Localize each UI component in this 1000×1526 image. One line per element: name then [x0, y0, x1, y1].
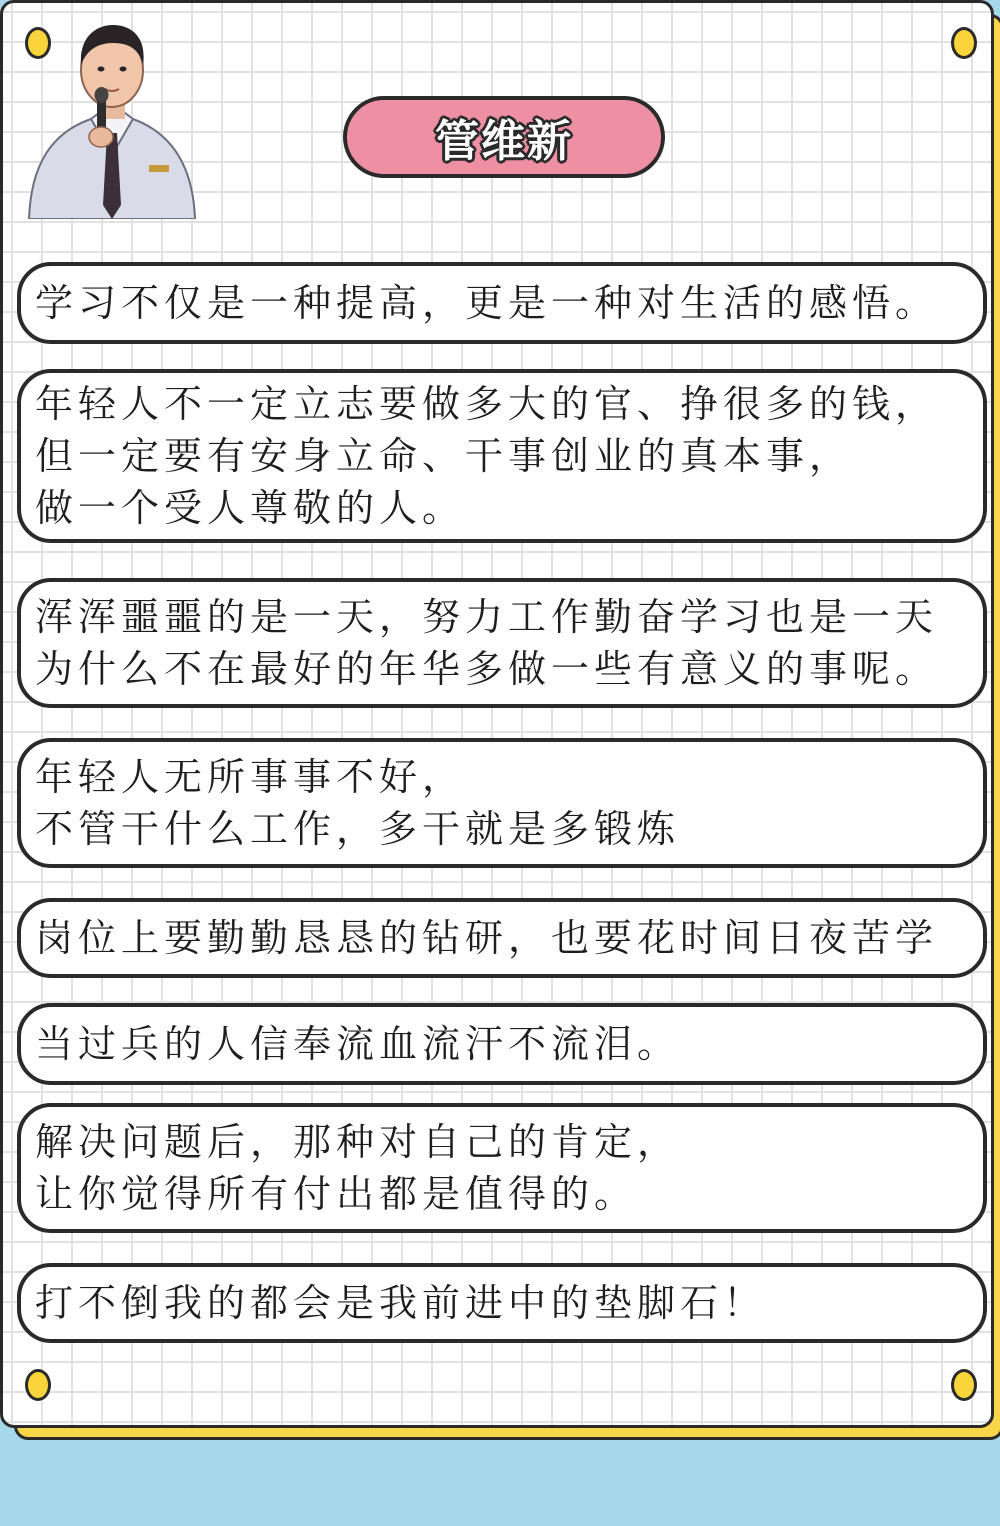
quote-line: 年轻人无所事事不好， [35, 755, 466, 799]
quote-line: 做一个受人尊敬的人。 [35, 486, 466, 530]
quote-bubble-8 [17, 1263, 987, 1343]
speaker-name: 管维新 [435, 116, 573, 167]
quote-bubble-1 [17, 262, 987, 344]
quote-line: 浑浑噩噩的是一天，努力工作勤奋学习也是一天 [35, 595, 939, 639]
quote-bubble-2 [17, 369, 987, 543]
corner-dot-bottom-right [951, 1369, 977, 1401]
quote-bubble-4 [17, 738, 987, 868]
name-tag [343, 96, 665, 178]
quote-line: 学习不仅是一种提高，更是一种对生活的感悟。 [35, 281, 939, 325]
corner-dot-top-right [951, 27, 977, 59]
quote-line: 解决问题后，那种对自己的肯定， [35, 1120, 681, 1164]
quote-line: 让你觉得所有付出都是值得的。 [35, 1172, 638, 1216]
quote-line: 年轻人不一定立志要做多大的官、挣很多的钱， [35, 382, 939, 426]
quote-bubble-7 [17, 1103, 987, 1233]
quote-line: 但一定要有安身立命、干事创业的真本事， [35, 434, 853, 478]
quote-bubble-5 [17, 898, 987, 978]
quote-line: 为什么不在最好的年华多做一些有意义的事呢。 [35, 647, 939, 691]
quote-line: 打不倒我的都会是我前进中的垫脚石！ [35, 1281, 767, 1325]
quote-line: 不管干什么工作，多干就是多锻炼 [35, 807, 681, 851]
quote-line: 当过兵的人信奉流血流汗不流泪。 [35, 1022, 681, 1066]
corner-dot-bottom-left [25, 1369, 51, 1401]
quote-bubble-6 [17, 1003, 987, 1085]
quote-line: 岗位上要勤勤恳恳的钻研，也要花时间日夜苦学 [35, 916, 939, 960]
quote-bubble-3 [17, 578, 987, 708]
speaker-portrait-icon [21, 15, 203, 219]
